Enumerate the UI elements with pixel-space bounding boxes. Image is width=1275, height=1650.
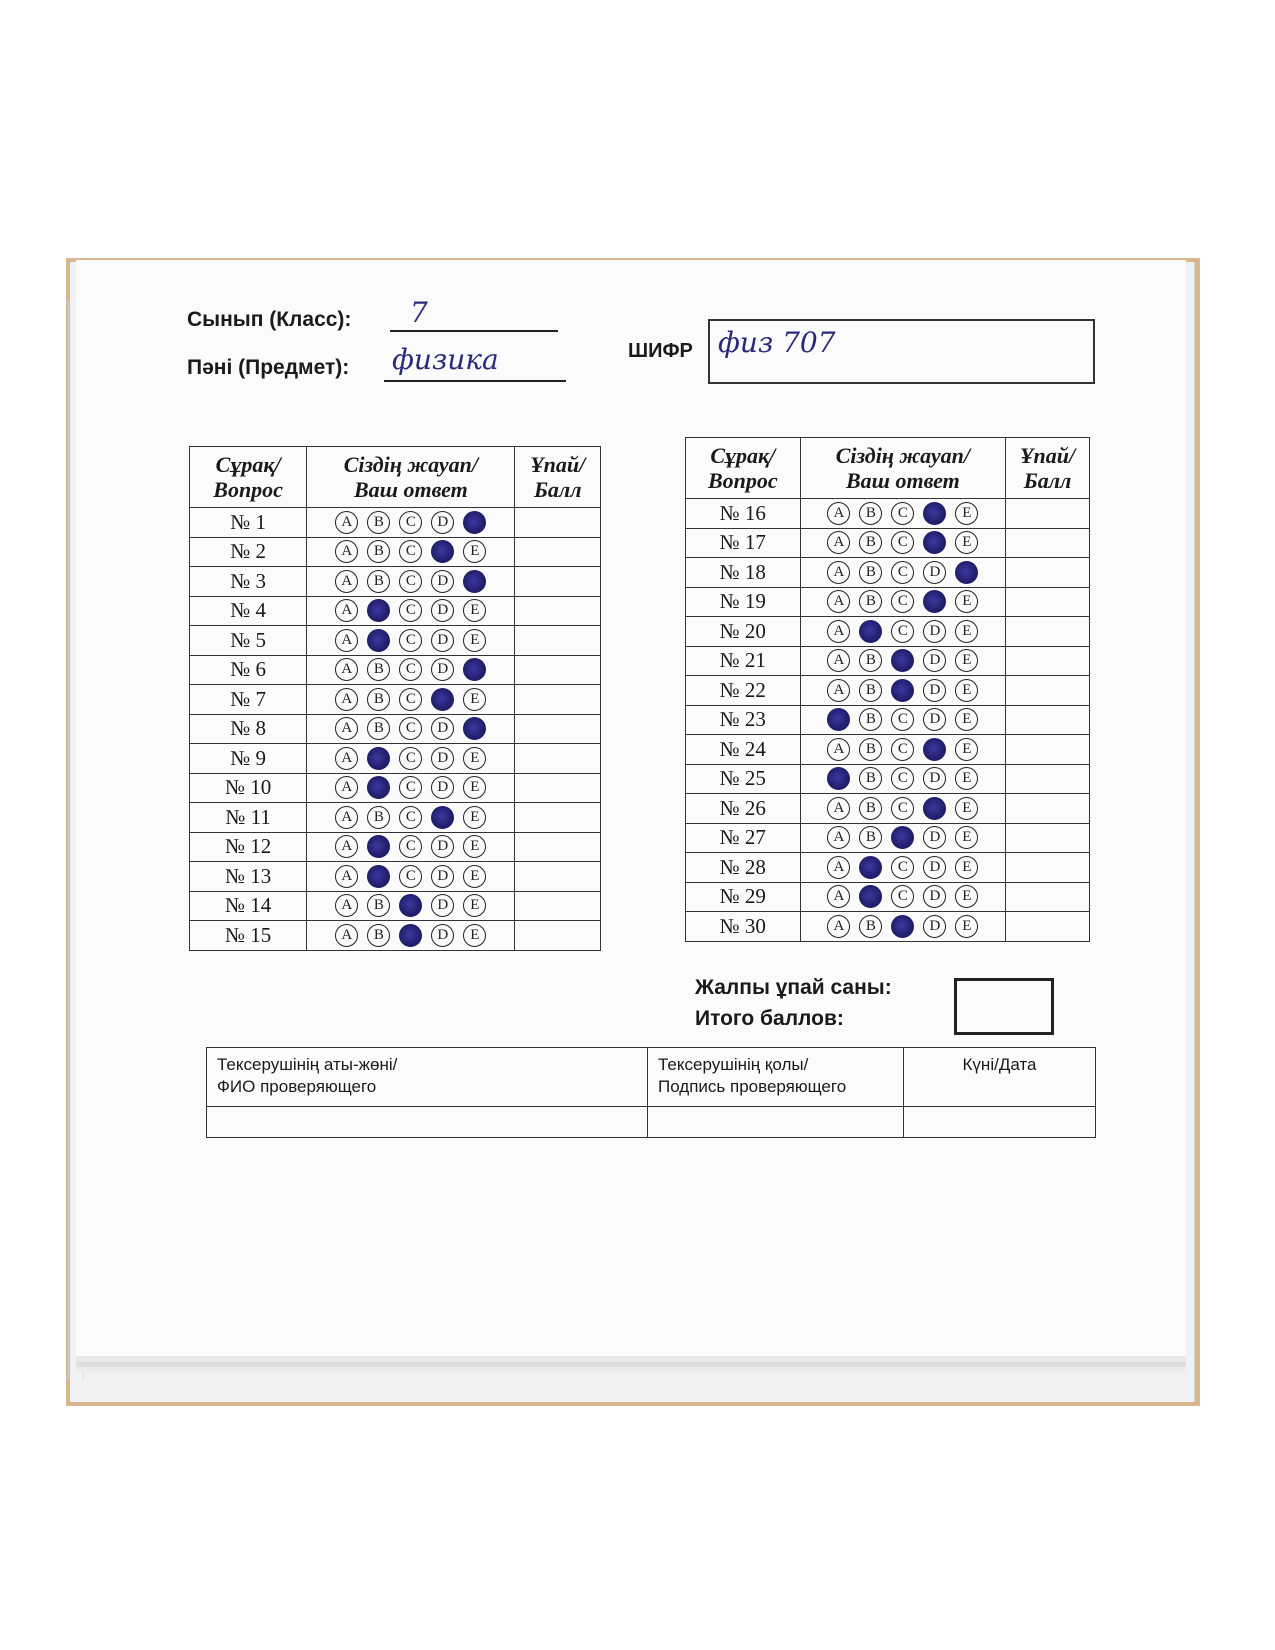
option-bubble-d[interactable]: D [923, 885, 946, 908]
option-bubble-d-filled[interactable] [923, 531, 946, 554]
answer-row [686, 882, 1090, 912]
score-cell [515, 596, 601, 626]
header-score: Ұпай/ Балл [515, 447, 601, 508]
option-bubble-c[interactable]: C [399, 806, 422, 829]
score-cell [515, 626, 601, 656]
answer-row [686, 676, 1090, 706]
question-number: № 27 [686, 823, 801, 853]
option-bubble-d[interactable]: D [923, 915, 946, 938]
question-number: № 18 [686, 558, 801, 588]
answer-row [686, 499, 1090, 529]
option-bubble-a[interactable]: A [335, 658, 358, 681]
option-bubble-b-filled[interactable] [859, 885, 882, 908]
option-bubble-b[interactable]: B [859, 708, 882, 731]
checker-date-label: Күні/Дата [904, 1048, 1096, 1107]
option-bubble-e[interactable]: E [463, 835, 486, 858]
option-bubble-c-filled[interactable] [891, 826, 914, 849]
score-cell [515, 773, 601, 803]
answer-options [307, 773, 515, 803]
answer-options [307, 537, 515, 567]
option-bubble-e[interactable]: E [463, 865, 486, 888]
option-bubble-e[interactable]: E [955, 767, 978, 790]
option-bubble-c[interactable]: C [891, 590, 914, 613]
option-bubble-b-filled[interactable] [859, 856, 882, 879]
question-number: № 14 [190, 891, 307, 921]
answer-row [686, 823, 1090, 853]
option-bubble-b-filled[interactable] [367, 865, 390, 888]
score-cell [1006, 823, 1090, 853]
answer-row [686, 558, 1090, 588]
answer-row [190, 921, 601, 951]
answer-row [190, 862, 601, 892]
question-number: № 9 [190, 744, 307, 774]
answer-options [307, 626, 515, 656]
question-number: № 26 [686, 794, 801, 824]
checker-name-label: Тексерушінің аты-жөні/ ФИО проверяющего [207, 1048, 648, 1107]
option-bubble-b-filled[interactable] [859, 620, 882, 643]
option-bubble-a[interactable]: A [335, 806, 358, 829]
answer-row [686, 853, 1090, 883]
answer-options [800, 882, 1006, 912]
subject-label: Пәні (Предмет): [187, 356, 350, 379]
answer-row [190, 508, 601, 538]
score-cell [1006, 558, 1090, 588]
option-bubble-a[interactable]: A [335, 894, 358, 917]
option-bubble-b-filled[interactable] [367, 599, 390, 622]
answer-options [800, 853, 1006, 883]
answer-row [190, 626, 601, 656]
total-label-kz: Жалпы ұпай саны: [695, 976, 892, 999]
option-bubble-d[interactable]: D [923, 649, 946, 672]
option-bubble-c[interactable]: C [891, 561, 914, 584]
class-label: Сынып (Класс): [187, 308, 352, 331]
subject-underline [384, 380, 566, 382]
answer-options [800, 528, 1006, 558]
option-bubble-c[interactable]: C [399, 511, 422, 534]
option-bubble-d[interactable]: D [923, 826, 946, 849]
option-bubble-a-filled[interactable] [827, 767, 850, 790]
option-bubble-b[interactable]: B [367, 717, 390, 740]
score-cell [1006, 705, 1090, 735]
answer-row [190, 803, 601, 833]
question-number: № 17 [686, 528, 801, 558]
score-cell [515, 714, 601, 744]
answer-row [686, 764, 1090, 794]
score-cell [1006, 882, 1090, 912]
option-bubble-e-filled[interactable] [463, 511, 486, 534]
option-bubble-d[interactable]: D [431, 570, 454, 593]
option-bubble-c[interactable]: C [399, 717, 422, 740]
question-number: № 24 [686, 735, 801, 765]
option-bubble-d[interactable]: D [431, 747, 454, 770]
question-number: № 6 [190, 655, 307, 685]
question-number: № 21 [686, 646, 801, 676]
option-bubble-b[interactable]: B [859, 531, 882, 554]
score-cell [515, 744, 601, 774]
option-bubble-e[interactable]: E [955, 531, 978, 554]
option-bubble-b[interactable]: B [859, 797, 882, 820]
option-bubble-a[interactable]: A [335, 747, 358, 770]
option-bubble-b[interactable]: B [859, 679, 882, 702]
option-bubble-d[interactable]: D [431, 511, 454, 534]
option-bubble-d[interactable]: D [431, 658, 454, 681]
option-bubble-d[interactable]: D [923, 679, 946, 702]
option-bubble-d[interactable]: D [431, 865, 454, 888]
option-bubble-c-filled[interactable] [891, 649, 914, 672]
option-bubble-d[interactable]: D [431, 894, 454, 917]
option-bubble-b[interactable]: B [859, 915, 882, 938]
cipher-label: ШИФР [628, 340, 693, 362]
option-bubble-d-filled[interactable] [923, 797, 946, 820]
option-bubble-c[interactable]: C [399, 570, 422, 593]
option-bubble-c[interactable]: C [891, 797, 914, 820]
option-bubble-d[interactable]: D [431, 835, 454, 858]
question-number: № 16 [686, 499, 801, 529]
answer-row [190, 685, 601, 715]
option-bubble-e[interactable]: E [955, 885, 978, 908]
option-bubble-e[interactable]: E [463, 776, 486, 799]
option-bubble-e[interactable]: E [463, 747, 486, 770]
answer-row [686, 912, 1090, 942]
option-bubble-e[interactable]: E [955, 738, 978, 761]
question-number: № 28 [686, 853, 801, 883]
question-number: № 23 [686, 705, 801, 735]
answer-row [190, 714, 601, 744]
answer-table-right [685, 437, 1090, 942]
checker-signature-label: Тексерушінің қолы/ Подпись проверяющего [648, 1048, 904, 1107]
answer-options [800, 735, 1006, 765]
answer-options [307, 832, 515, 862]
option-bubble-b-filled[interactable] [367, 776, 390, 799]
option-bubble-a[interactable]: A [827, 826, 850, 849]
question-number: № 3 [190, 567, 307, 597]
option-bubble-d[interactable]: D [923, 708, 946, 731]
option-bubble-a[interactable]: A [827, 738, 850, 761]
option-bubble-a[interactable]: A [827, 856, 850, 879]
answer-options [307, 744, 515, 774]
score-cell [515, 862, 601, 892]
option-bubble-d-filled[interactable] [923, 502, 946, 525]
option-bubble-d[interactable]: D [923, 856, 946, 879]
option-bubble-a[interactable]: A [827, 649, 850, 672]
question-number: № 7 [190, 685, 307, 715]
option-bubble-e[interactable]: E [955, 708, 978, 731]
option-bubble-a[interactable]: A [335, 629, 358, 652]
option-bubble-b[interactable]: B [859, 738, 882, 761]
answer-row [190, 567, 601, 597]
option-bubble-d[interactable]: D [431, 629, 454, 652]
answer-options [307, 891, 515, 921]
option-bubble-c[interactable]: C [399, 835, 422, 858]
option-bubble-a[interactable]: A [827, 620, 850, 643]
option-bubble-a[interactable]: A [827, 502, 850, 525]
answer-row [190, 891, 601, 921]
option-bubble-a[interactable]: A [827, 561, 850, 584]
option-bubble-d[interactable]: D [431, 599, 454, 622]
score-cell [515, 508, 601, 538]
score-cell [515, 537, 601, 567]
option-bubble-a[interactable]: A [335, 924, 358, 947]
option-bubble-c[interactable]: C [891, 708, 914, 731]
score-cell [1006, 528, 1090, 558]
option-bubble-e-filled[interactable] [463, 570, 486, 593]
option-bubble-b-filled[interactable] [367, 835, 390, 858]
option-bubble-a[interactable]: A [827, 590, 850, 613]
option-bubble-a[interactable]: A [335, 570, 358, 593]
question-number: № 5 [190, 626, 307, 656]
question-number: № 25 [686, 764, 801, 794]
option-bubble-d-filled[interactable] [431, 540, 454, 563]
answer-table-left [189, 446, 601, 951]
score-cell [1006, 794, 1090, 824]
option-bubble-e[interactable]: E [463, 894, 486, 917]
option-bubble-d[interactable]: D [923, 767, 946, 790]
score-cell [1006, 646, 1090, 676]
answer-options [307, 567, 515, 597]
option-bubble-d-filled[interactable] [431, 688, 454, 711]
option-bubble-a-filled[interactable] [827, 708, 850, 731]
option-bubble-d-filled[interactable] [923, 738, 946, 761]
option-bubble-b[interactable]: B [367, 570, 390, 593]
answer-options [800, 912, 1006, 942]
option-bubble-e[interactable]: E [463, 688, 486, 711]
answer-options [307, 596, 515, 626]
option-bubble-a[interactable]: A [827, 885, 850, 908]
option-bubble-b[interactable]: B [367, 658, 390, 681]
question-number: № 29 [686, 882, 801, 912]
option-bubble-d[interactable]: D [431, 776, 454, 799]
question-number: № 30 [686, 912, 801, 942]
option-bubble-e[interactable]: E [955, 826, 978, 849]
option-bubble-d-filled[interactable] [431, 806, 454, 829]
option-bubble-b[interactable]: B [367, 540, 390, 563]
score-cell [1006, 912, 1090, 942]
total-label [695, 972, 892, 1034]
option-bubble-c[interactable]: C [891, 856, 914, 879]
class-value: 7 [410, 296, 428, 329]
question-number: № 4 [190, 596, 307, 626]
score-cell [1006, 676, 1090, 706]
score-cell [515, 891, 601, 921]
option-bubble-a[interactable]: A [335, 540, 358, 563]
score-cell [515, 655, 601, 685]
score-cell [515, 832, 601, 862]
option-bubble-a[interactable]: A [335, 688, 358, 711]
question-number: № 11 [190, 803, 307, 833]
question-number: № 20 [686, 617, 801, 647]
answer-options [307, 655, 515, 685]
option-bubble-e[interactable]: E [955, 856, 978, 879]
option-bubble-e[interactable]: E [955, 679, 978, 702]
answer-row [190, 655, 601, 685]
option-bubble-d[interactable]: D [431, 924, 454, 947]
option-bubble-e[interactable]: E [463, 806, 486, 829]
answer-row [190, 832, 601, 862]
answer-options [800, 646, 1006, 676]
header-question: Сұрақ/ Вопрос [190, 447, 307, 508]
question-number: № 19 [686, 587, 801, 617]
option-bubble-b[interactable]: B [367, 806, 390, 829]
option-bubble-a[interactable]: A [335, 511, 358, 534]
option-bubble-e[interactable]: E [955, 502, 978, 525]
option-bubble-b[interactable]: B [859, 826, 882, 849]
question-number: № 10 [190, 773, 307, 803]
option-bubble-c-filled[interactable] [399, 894, 422, 917]
answer-row [686, 587, 1090, 617]
answer-row [686, 735, 1090, 765]
score-cell [1006, 764, 1090, 794]
answer-options [307, 803, 515, 833]
answer-row [686, 794, 1090, 824]
header-question: Сұрақ/ Вопрос [686, 438, 801, 499]
answer-row [686, 528, 1090, 558]
option-bubble-c[interactable]: C [399, 747, 422, 770]
option-bubble-e-filled[interactable] [463, 658, 486, 681]
question-number: № 13 [190, 862, 307, 892]
header-score: Ұпай/ Балл [1006, 438, 1090, 499]
score-cell [515, 921, 601, 951]
option-bubble-e[interactable]: E [955, 590, 978, 613]
option-bubble-a[interactable]: A [335, 835, 358, 858]
option-bubble-b[interactable]: B [367, 894, 390, 917]
answer-options [800, 764, 1006, 794]
subject-value: физика [392, 343, 499, 376]
option-bubble-c[interactable]: C [399, 688, 422, 711]
option-bubble-a[interactable]: A [335, 599, 358, 622]
option-bubble-e[interactable]: E [955, 649, 978, 672]
total-label-ru: Итого баллов: [695, 1007, 844, 1030]
score-cell [515, 685, 601, 715]
option-bubble-b-filled[interactable] [367, 747, 390, 770]
option-bubble-b-filled[interactable] [367, 629, 390, 652]
option-bubble-b[interactable]: B [859, 502, 882, 525]
answer-row [190, 773, 601, 803]
answer-row [190, 596, 601, 626]
class-underline [390, 330, 558, 332]
option-bubble-d[interactable]: D [923, 561, 946, 584]
option-bubble-c[interactable]: C [891, 620, 914, 643]
option-bubble-c[interactable]: C [891, 738, 914, 761]
score-cell [515, 803, 601, 833]
option-bubble-b[interactable]: B [367, 688, 390, 711]
option-bubble-a[interactable]: A [335, 717, 358, 740]
option-bubble-c-filled[interactable] [891, 915, 914, 938]
answer-options [800, 676, 1006, 706]
option-bubble-a[interactable]: A [827, 679, 850, 702]
checker-name-field [207, 1107, 648, 1138]
option-bubble-a[interactable]: A [827, 915, 850, 938]
answer-row [190, 744, 601, 774]
option-bubble-e[interactable]: E [955, 620, 978, 643]
score-cell [1006, 499, 1090, 529]
score-cell [1006, 587, 1090, 617]
answer-row [190, 537, 601, 567]
option-bubble-e-filled[interactable] [955, 561, 978, 584]
question-number: № 12 [190, 832, 307, 862]
answer-options [800, 587, 1006, 617]
header-answer: Сіздің жауап/ Ваш ответ [307, 447, 515, 508]
answer-options [800, 499, 1006, 529]
option-bubble-c[interactable]: C [399, 629, 422, 652]
checker-table [206, 1047, 1096, 1138]
answer-options [800, 823, 1006, 853]
option-bubble-e[interactable]: E [463, 540, 486, 563]
total-score-box [954, 978, 1054, 1035]
option-bubble-c[interactable]: C [399, 540, 422, 563]
score-cell [1006, 735, 1090, 765]
option-bubble-d[interactable]: D [431, 717, 454, 740]
answer-options [800, 794, 1006, 824]
option-bubble-b[interactable]: B [367, 511, 390, 534]
option-bubble-c[interactable]: C [891, 885, 914, 908]
option-bubble-c[interactable]: C [399, 776, 422, 799]
option-bubble-a[interactable]: A [827, 797, 850, 820]
option-bubble-a[interactable]: A [827, 531, 850, 554]
option-bubble-c[interactable]: C [399, 599, 422, 622]
answer-options [307, 685, 515, 715]
option-bubble-e[interactable]: E [955, 797, 978, 820]
answer-row [686, 617, 1090, 647]
option-bubble-c[interactable]: C [399, 658, 422, 681]
answer-options [307, 862, 515, 892]
option-bubble-e-filled[interactable] [463, 717, 486, 740]
option-bubble-b[interactable]: B [859, 561, 882, 584]
answer-row [686, 705, 1090, 735]
option-bubble-d-filled[interactable] [923, 590, 946, 613]
option-bubble-a[interactable]: A [335, 776, 358, 799]
option-bubble-d[interactable]: D [923, 620, 946, 643]
answer-options [800, 705, 1006, 735]
checker-signature-field [648, 1107, 904, 1138]
cipher-value: физ 707 [718, 326, 836, 359]
option-bubble-e[interactable]: E [955, 915, 978, 938]
header-answer: Сіздің жауап/ Ваш ответ [800, 438, 1006, 499]
checker-date-field [904, 1107, 1096, 1138]
option-bubble-b[interactable]: B [859, 590, 882, 613]
score-cell [515, 567, 601, 597]
question-number: № 22 [686, 676, 801, 706]
option-bubble-e[interactable]: E [463, 924, 486, 947]
option-bubble-e[interactable]: E [463, 599, 486, 622]
score-cell [1006, 853, 1090, 883]
answer-options [800, 558, 1006, 588]
score-cell [1006, 617, 1090, 647]
option-bubble-e[interactable]: E [463, 629, 486, 652]
answer-options [800, 617, 1006, 647]
option-bubble-b[interactable]: B [367, 924, 390, 947]
option-bubble-c[interactable]: C [399, 865, 422, 888]
answer-options [307, 921, 515, 951]
question-number: № 15 [190, 921, 307, 951]
answer-row [686, 646, 1090, 676]
option-bubble-c[interactable]: C [891, 502, 914, 525]
option-bubble-b[interactable]: B [859, 767, 882, 790]
question-number: № 8 [190, 714, 307, 744]
option-bubble-b[interactable]: B [859, 649, 882, 672]
question-number: № 1 [190, 508, 307, 538]
answer-options [307, 508, 515, 538]
answer-options [307, 714, 515, 744]
option-bubble-c[interactable]: C [891, 531, 914, 554]
option-bubble-c-filled[interactable] [399, 924, 422, 947]
option-bubble-c-filled[interactable] [891, 679, 914, 702]
option-bubble-c[interactable]: C [891, 767, 914, 790]
question-number: № 2 [190, 537, 307, 567]
option-bubble-a[interactable]: A [335, 865, 358, 888]
